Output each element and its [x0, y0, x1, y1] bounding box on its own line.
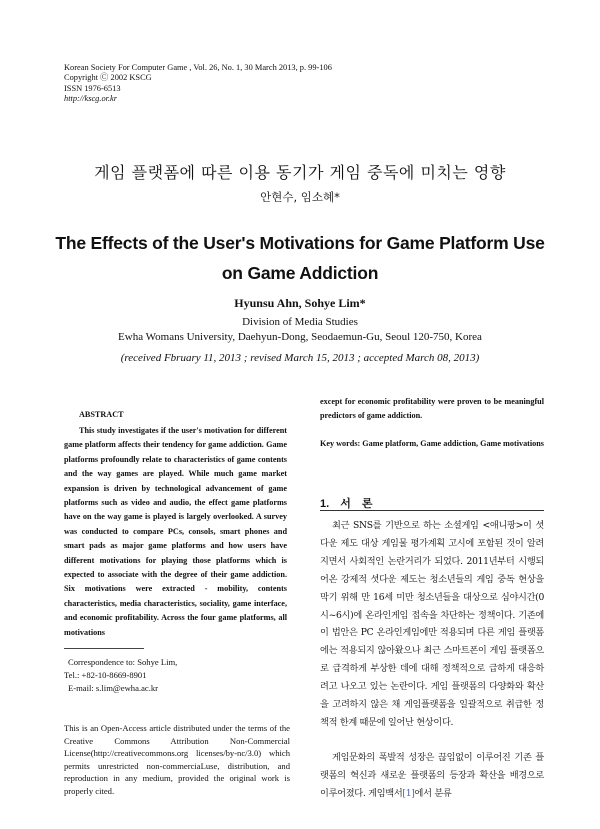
keywords: Key words: Game platform, Game addiction, Game motivations [320, 439, 544, 448]
journal-citation: Korean Society For Computer Game , Vol. 26, No. 1, 30 March 2013, p. 99-106 [64, 63, 332, 72]
correspondence-email: E-mail: s.lim@ewha.ac.kr [68, 682, 159, 693]
section-rule [320, 510, 544, 511]
submission-dates: (received Fbruary 11, 2013 ; revised March 15, 2013 ; accepted March 08, 2013) [120, 352, 480, 364]
section-heading [320, 495, 373, 511]
intro-paragraph-1: 최근 SNS를 기반으로 하는 소셜게임 <애니팡>이 셧다운 제도 대상 게임물 평가계획 고시에 포함된 것이 알려지면서 사회적인 논란거리가 되었다. 2011년부터 시행되어온 강제적 셧다운 제도는 청소년들의 게임 중독 현상을 막기 위해 만 16세 미만 청소년들을 대상으로 심야시간(0시~6시)에 온라인게임 접속을 차단하는 정책이다. 기존에 이 법안은 PC 온라인게임에만 적용되며 다른 게임 플랫폼에는 적용되지 않아왔으나 최근 스마트폰이 게임 플랫폼으로 급격하게 부상한 데에 대해 정책적으로 급하게 대응하려고 나오고 있는 논란이다. 게임 플랫폼의 다양화와 확산을 고려하지 않은 채 게임플랫폼을 일괄적으로 취급한 정책적 한계 때문에 일어난 현상이다. [320, 520, 544, 728]
correspondence-footnote [64, 656, 177, 694]
issn-line: ISSN 1976-6513 [64, 83, 121, 93]
copyright-line: Copyright Ⓒ 2002 KSCG [64, 73, 152, 83]
english-title-line1: The Effects of the User's Motivations for Game Platform Use [55, 233, 545, 253]
citation-link[interactable]: [1] [402, 787, 415, 799]
english-authors: Hyunsu Ahn, Sohye Lim* [234, 296, 366, 310]
abstract-heading: ABSTRACT [79, 410, 124, 419]
intro-paragraph-2-tail: 에서 분류 [414, 787, 452, 799]
department: Division of Media Studies [242, 316, 358, 328]
correspondence-name: Correspondence to: Sohye Lim, [68, 657, 178, 667]
abstract-continuation: except for economic profitability were proven to be meaningful predictors of game addiction. [320, 397, 544, 421]
journal-header [64, 63, 332, 105]
footnote-rule [64, 648, 144, 649]
korean-title: 게임 플랫폼에 따른 이용 동기가 게임 중독에 미치는 영향 [94, 163, 506, 182]
abstract-body: This study investigates if the user's motivation for different game platform affects their tendency for game addiction. Game platforms profoundly relate to characteristics of game contents and the way games are played. While much game market expansion is driven by technological advancement of game platforms such as video and audio, the effect game platforms have on the way game is played is largely overlooked. A survey was conducted to compare PCs, consols, smart phones and smart pads as major game platforms and how users have different motivations for playing those platforms which is expected to associate with the degree of their game addiction. Six motivations were extracted - mobility, contents characteristics, media characteristics, sociality, game interface, and economic profitability. Across the four game platforms, all motivations [64, 426, 287, 637]
affiliation: Ewha Womans University, Daehyun-Dong, Seodaemun-Gu, Seoul 120-750, Korea [118, 331, 482, 343]
korean-authors: 안현수, 임소혜* [260, 190, 340, 204]
english-title-line2: on Game Addiction [221, 263, 379, 283]
journal-url[interactable]: http://kscg.or.kr [64, 94, 118, 104]
section-title: 서 론 [340, 498, 373, 510]
intro-paragraph-2 [320, 749, 544, 803]
correspondence-tel: Tel.: +82-10-8669-8901 [64, 669, 147, 680]
license-notice: This is an Open-Access article distributed under the terms of the Creative Commons Attribution Non-Commercial License(http://creativecommons.org licenses/by-nc/3.0) which permits unrestricted non-commerciaLuse, distribution, and reproduction in any medium, provided the original work is properly cited. [64, 723, 290, 796]
intro-paragraph-2-text: 게임문화의 폭발적 성장은 끊임없이 이루어진 기존 플랫폼의 혁신과 새로운 플랫폼의 등장과 확산을 배경으로 이루어졌다. 게임백서 [320, 752, 544, 799]
section-number: 1. [320, 498, 330, 510]
